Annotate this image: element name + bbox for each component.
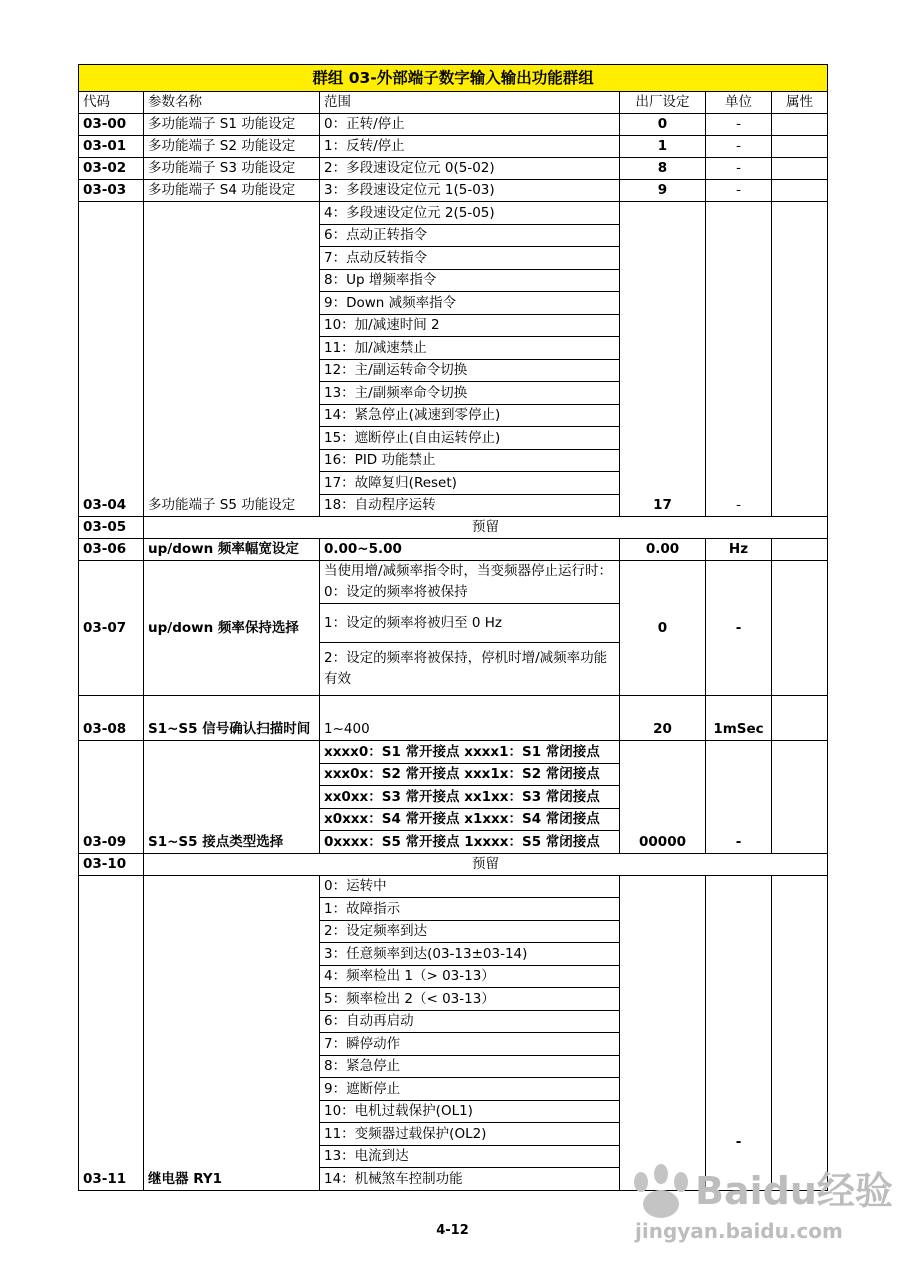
param-default: 9 [620,180,706,202]
table-row [79,561,828,604]
param-default: 1 [620,136,706,158]
param-code: 03-03 [79,180,144,202]
range-option: x0xxx：S4 常开接点 x1xxx：S4 常闭接点 [320,808,620,831]
param-default: 20 [620,696,706,741]
range-option: 0：运转中 [320,875,620,898]
page-number: 4-12 [436,1223,469,1238]
range-option: 10：加/减速时间 2 [320,314,620,337]
param-default: 0.00 [620,539,706,561]
range-option: 13：主/副频率命令切换 [320,382,620,405]
param-name: up/down 频率幅宽设定 [144,539,320,561]
range-option: 1：设定的频率将被归至 0 Hz [320,604,620,643]
range-option: 2：设定的频率将被保持，停机时增/减频率功能有效 [320,643,620,696]
param-unit: - [706,202,772,517]
watermark-brand: Baidu经验 [695,1169,893,1213]
param-unit: Hz [706,539,772,561]
range-option: 4：频率检出 1（> 03-13） [320,965,620,988]
reserved-label: 预留 [144,517,828,539]
table-row [79,875,828,898]
param-code: 03-11 [79,875,144,1190]
header-range: 范围 [320,92,620,114]
param-name: up/down 频率保持选择 [144,561,320,696]
range-option: xxxx0：S1 常开接点 xxxx1：S1 常闭接点 [320,741,620,764]
param-attr [772,202,828,517]
param-name: 多功能端子 S4 功能设定 [144,180,320,202]
range-option: 7：瞬停动作 [320,1033,620,1056]
param-attr [772,158,828,180]
param-unit: - [706,158,772,180]
range-option: 6：自动再启动 [320,1010,620,1033]
header-unit: 单位 [706,92,772,114]
range-option: 当使用增/减频率指令时，当变频器停止运行时：0：设定的频率将被保持 [320,561,620,604]
param-default: 0 [620,561,706,696]
table-row [79,202,828,225]
range-option: 9：Down 减频率指令 [320,292,620,315]
range-option: 14：机械煞车控制功能 [320,1168,620,1191]
param-name: 多功能端子 S5 功能设定 [144,202,320,517]
range-option: xxx0x：S2 常开接点 xxx1x：S2 常闭接点 [320,763,620,786]
param-unit: - [706,180,772,202]
param-code: 03-02 [79,158,144,180]
param-attr [772,136,828,158]
param-unit: - [706,875,772,1190]
param-code: 03-01 [79,136,144,158]
param-name: 继电器 RY1 [144,875,320,1190]
param-code: 03-07 [79,561,144,696]
reserved-label: 预留 [144,853,828,875]
range-option: 6：点动正转指令 [320,224,620,247]
header-default: 出厂设定 [620,92,706,114]
param-name: 多功能端子 S2 功能设定 [144,136,320,158]
table-row [79,136,828,158]
param-name: 多功能端子 S3 功能设定 [144,158,320,180]
range-option: 12：主/副运转命令切换 [320,359,620,382]
table-row [79,114,828,136]
param-code: 03-05 [79,517,144,539]
range-option: 18：自动程序运转 [320,494,620,517]
range-option: 7：点动反转指令 [320,247,620,270]
range-option: 11：变频器过载保护(OL2) [320,1123,620,1146]
param-unit: 1mSec [706,696,772,741]
range-option: 8：紧急停止 [320,1055,620,1078]
table-row [79,180,828,202]
param-default: 00000 [620,741,706,854]
range-option: 8：Up 增频率指令 [320,269,620,292]
range-option: 16：PID 功能禁止 [320,449,620,472]
param-unit: - [706,114,772,136]
param-default: 0 [620,114,706,136]
table-row [79,539,828,561]
param-range: 1：反转/停止 [320,136,620,158]
param-code: 03-04 [79,202,144,517]
param-code: 03-00 [79,114,144,136]
param-range: 3：多段速设定位元 1(5-03) [320,180,620,202]
param-code: 03-08 [79,696,144,741]
range-option: 1：故障指示 [320,898,620,921]
range-option: 14：紧急停止(减速到零停止) [320,404,620,427]
param-attr [772,539,828,561]
param-attr [772,180,828,202]
table-row [79,696,828,741]
param-unit: - [706,741,772,854]
range-option: 0xxxx：S5 常开接点 1xxxx：S5 常闭接点 [320,831,620,854]
range-option: 9：遮断停止 [320,1078,620,1101]
range-option: 10：电机过载保护(OL1) [320,1100,620,1123]
param-attr [772,696,828,741]
header-code: 代码 [79,92,144,114]
param-default: 8 [620,158,706,180]
range-option: 4：多段速设定位元 2(5-05) [320,202,620,225]
param-unit: - [706,136,772,158]
param-name: 多功能端子 S1 功能设定 [144,114,320,136]
range-option: 15：遮断停止(自由运转停止) [320,427,620,450]
range-option: 17：故障复归(Reset) [320,472,620,495]
param-code: 03-10 [79,853,144,875]
param-range: 2：多段速设定位元 0(5-02) [320,158,620,180]
watermark-url: jingyan.baidu.com [635,1219,843,1243]
table-row [79,517,828,539]
param-range: 0.00~5.00 [320,539,620,561]
param-attr [772,561,828,696]
param-range: 0：正转/停止 [320,114,620,136]
baidu-jingyan-watermark [595,1142,895,1272]
param-default: 17 [620,202,706,517]
range-option: 2：设定频率到达 [320,920,620,943]
range-option: 3：任意频率到达(03-13±03-14) [320,943,620,966]
header-attr: 属性 [772,92,828,114]
param-code: 03-09 [79,741,144,854]
param-name: S1~S5 接点类型选择 [144,741,320,854]
param-attr [772,114,828,136]
param-code: 03-06 [79,539,144,561]
range-option: 11：加/减速禁止 [320,337,620,360]
table-row [79,158,828,180]
range-option: 13：电流到达 [320,1145,620,1168]
param-range: 1~400 [320,696,620,741]
header-name: 参数名称 [144,92,320,114]
paw-icon [634,1164,688,1218]
table-row [79,741,828,764]
param-attr [772,741,828,854]
param-unit: - [706,561,772,696]
table-row [79,853,828,875]
range-option: xx0xx：S3 常开接点 xx1xx：S3 常闭接点 [320,786,620,809]
range-option: 5：频率检出 2（< 03-13） [320,988,620,1011]
param-name: S1~S5 信号确认扫描时间 [144,696,320,741]
parameter-table [78,64,828,1191]
table-title: 群组 03-外部端子数字输入输出功能群组 [79,65,828,92]
